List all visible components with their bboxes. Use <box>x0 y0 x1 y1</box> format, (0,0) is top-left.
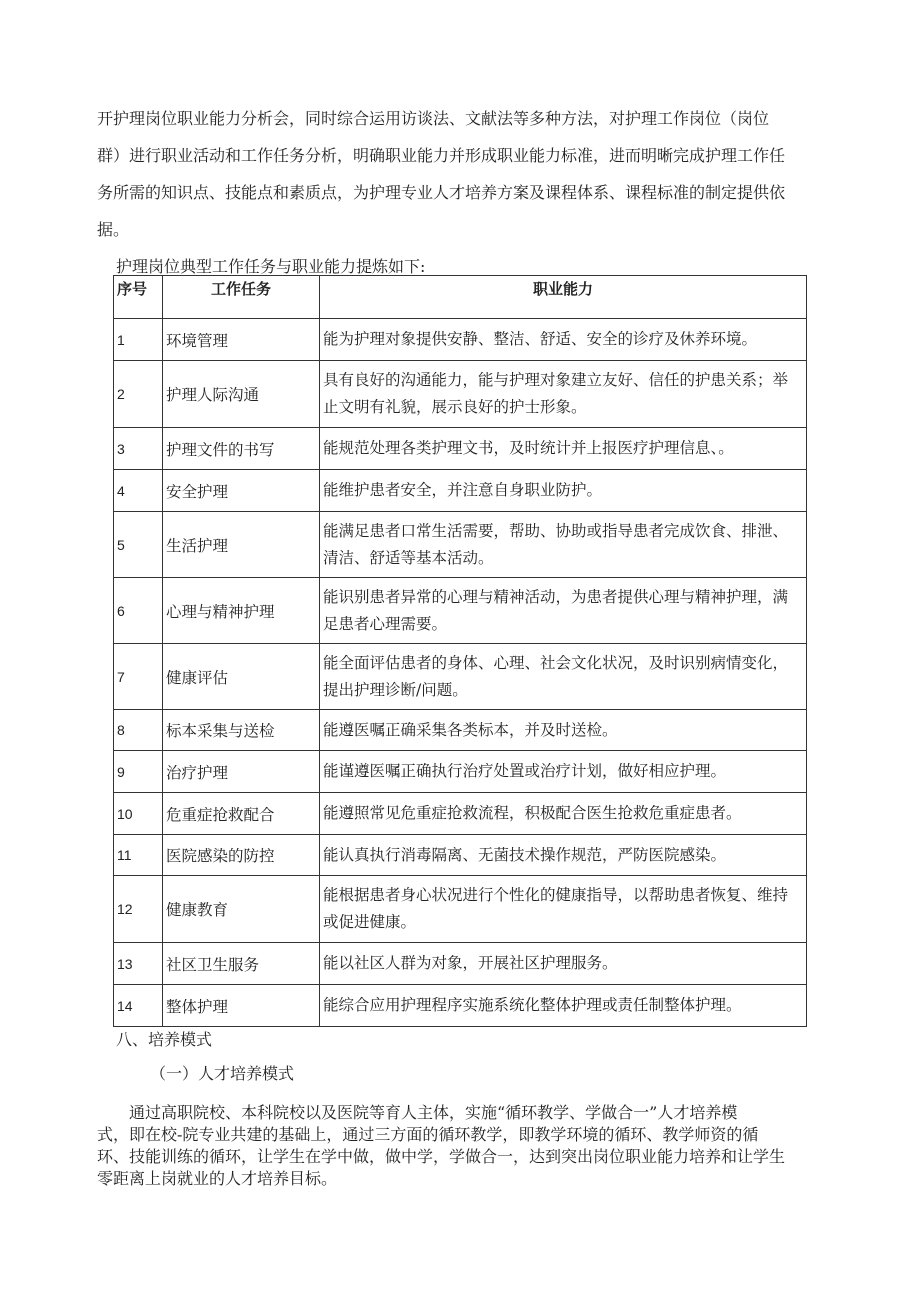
row-ability: 能以社区人群为对象，开展社区护理服务。 <box>320 943 807 985</box>
row-number: 12 <box>114 876 163 943</box>
closing-line: 式，即在校-院专业共建的基础上，通过三方面的循环教学，即教学环境的循环、教学师资的循 <box>97 1125 759 1144</box>
closing-paragraph <box>97 1102 832 1190</box>
row-number: 5 <box>114 512 163 578</box>
intro-line: 开护理岗位职业能力分析会，同时综合运用访谈法、文献法等多种方法，对护理工作岗位（岗位 <box>97 109 770 128</box>
row-task: 整体护理 <box>163 985 320 1027</box>
table-row <box>114 710 807 751</box>
row-number: 9 <box>114 751 163 793</box>
row-task: 环境管理 <box>163 319 320 361</box>
table-row <box>114 578 807 644</box>
row-ability: 能维护患者安全，并注意自身职业防护。 <box>320 470 807 512</box>
table-row <box>114 361 807 428</box>
row-task: 治疗护理 <box>163 751 320 793</box>
header-task: 工作任务 <box>163 276 320 319</box>
section-title: 八、培养模式 <box>116 1030 213 1049</box>
row-task: 医院感染的防控 <box>163 835 320 876</box>
table-row <box>114 512 807 578</box>
row-task: 健康评估 <box>163 644 320 710</box>
row-number: 10 <box>114 793 163 835</box>
table-row <box>114 751 807 793</box>
table-row <box>114 428 807 470</box>
row-task: 心理与精神护理 <box>163 578 320 644</box>
row-task: 社区卫生服务 <box>163 943 320 985</box>
row-number: 6 <box>114 578 163 644</box>
row-ability: 能根据患者身心状况进行个性化的健康指导，以帮助患者恢复、维持或促进健康。 <box>320 876 807 943</box>
header-number: 序号 <box>114 276 163 319</box>
table-header-row <box>114 276 807 319</box>
row-ability: 能遵医嘱正确采集各类标本，并及时送检。 <box>320 710 807 751</box>
closing-line: 环、技能训练的循环，让学生在学中做，做中学，学做合一，达到突出岗位职业能力培养和让学生 <box>97 1147 786 1166</box>
row-ability: 具有良好的沟通能力，能与护理对象建立友好、信任的护患关系；举止文明有礼貌，展示良好的护士形象。 <box>320 361 807 428</box>
row-task: 护理文件的书写 <box>163 428 320 470</box>
intro-paragraph <box>97 100 832 248</box>
table-row <box>114 793 807 835</box>
header-ability: 职业能力 <box>320 276 807 319</box>
row-number: 14 <box>114 985 163 1027</box>
row-ability: 能遵照常见危重症抢救流程，积极配合医生抢救危重症患者。 <box>320 793 807 835</box>
task-ability-table <box>113 275 807 1027</box>
row-task: 生活护理 <box>163 512 320 578</box>
row-ability: 能全面评估患者的身体、心理、社会文化状况，及时识别病情变化，提出护理诊断/问题。 <box>320 644 807 710</box>
closing-line: 通过高职院校、本科院校以及医院等育人主体，实施“循环教学、学做合一”人才培养模 <box>129 1103 738 1122</box>
row-number: 7 <box>114 644 163 710</box>
row-task: 标本采集与送检 <box>163 710 320 751</box>
row-number: 4 <box>114 470 163 512</box>
row-number: 3 <box>114 428 163 470</box>
row-task: 危重症抢救配合 <box>163 793 320 835</box>
table-row <box>114 644 807 710</box>
table-row <box>114 943 807 985</box>
sub-section-title: （一）人才培养模式 <box>150 1064 295 1083</box>
row-task: 护理人际沟通 <box>163 361 320 428</box>
row-ability: 能综合应用护理程序实施系统化整体护理或责任制整体护理。 <box>320 985 807 1027</box>
row-ability: 能认真执行消毒隔离、无菌技术操作规范，严防医院感染。 <box>320 835 807 876</box>
row-number: 8 <box>114 710 163 751</box>
table-row <box>114 835 807 876</box>
row-ability: 能满足患者口常生活需要，帮助、协助或指导患者完成饮食、排泄、清洁、舒适等基本活动。 <box>320 512 807 578</box>
table-row <box>114 319 807 361</box>
row-number: 13 <box>114 943 163 985</box>
row-number: 1 <box>114 319 163 361</box>
row-task: 安全护理 <box>163 470 320 512</box>
row-ability: 能为护理对象提供安静、整洁、舒适、安全的诊疗及休养环境。 <box>320 319 807 361</box>
row-task: 健康教育 <box>163 876 320 943</box>
row-ability: 能谨遵医嘱正确执行治疗处置或治疗计划，做好相应护理。 <box>320 751 807 793</box>
row-ability: 能识别患者异常的心理与精神活动，为患者提供心理与精神护理，满足患者心理需要。 <box>320 578 807 644</box>
intro-line: 据。 <box>97 220 130 239</box>
table-row <box>114 876 807 943</box>
table-row <box>114 470 807 512</box>
row-number: 11 <box>114 835 163 876</box>
intro-line: 务所需的知识点、技能点和素质点，为护理专业人才培养方案及课程体系、课程标准的制定提供依 <box>97 183 786 202</box>
row-number: 2 <box>114 361 163 428</box>
row-ability: 能规范处理各类护理文书，及时统计并上报医疗护理信息、。 <box>320 428 807 470</box>
closing-line: 零距离上岗就业的人才培养目标。 <box>97 1169 338 1188</box>
table-caption: 护理岗位典型工作任务与职业能力提炼如下: <box>116 257 426 276</box>
intro-line: 群）进行职业活动和工作任务分析，明确职业能力并形成职业能力标准，进而明晰完成护理工作任 <box>97 146 786 165</box>
table-row <box>114 985 807 1027</box>
